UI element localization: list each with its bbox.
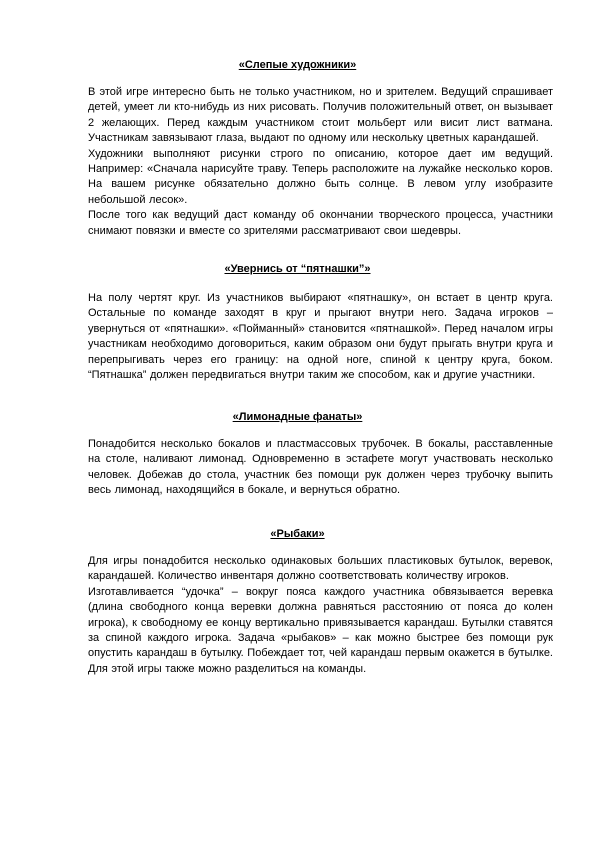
section-title-blind-artists: «Слепые художники» [238, 59, 357, 71]
section-text-dodge-tag: На полу чертят круг. Из участников выбирают «пятнашку», он встает в центр круга. Остальные по команде заходят в круг и прыгают внутри него. Задача игроков – увернуться от «пятнашки». «Пойманный» становится «пятнашкой». Перед началом игры участникам необходимо договориться, каким образом они будут прыгать внутри круга и перепрыгивать через его границу: на одной ноге, спиной к центру круга, боком. “Пятнашка” должен передвигаться внутри таким же способом, как и другие участники. [88, 292, 553, 382]
section-title-lemonade-fans: «Лимонадные фанаты» [232, 411, 363, 423]
section-title-dodge-tag: «Увернись от “пятнашки”» [224, 263, 371, 275]
section-text-fishermen: Для игры понадобится несколько одинаковых больших пластиковых бутылок, веревок, карандашей. Количество инвентаря должно соответствовать количеству игроков. Изготавливается “удочка” – вокруг пояса каждого участника обвязывается веревка (длина свободного конца веревки должна равняться расстоянию от пояса до колен игрока), к свободному ее концу вертикально привязывается карандаш. Бутылки ставятся за спиной каждого игрока. Задача «рыбаков» – как можно быстрее без помощи рук опустить карандаш в бутылку. Побеждает тот, чей карандаш первым окажется в бутылке. Для этой игры также можно разделиться на команды. [88, 555, 553, 675]
section-title-fishermen: «Рыбаки» [270, 528, 325, 540]
section-text-blind-artists: В этой игре интересно быть не только участником, но и зрителем. Ведущий спрашивает детей, умеет ли кто-нибудь из них рисовать. Получив положительный ответ, он вызывает 2 желающих. Перед каждым участником стоит мольберт или висит лист ватмана. Участникам завязывают глаза, выдают по одному или нескольку цветных карандашей. Художники выполняют рисунки строго по описанию, которое дает им ведущий. Например: «Сначала нарисуйте траву. Теперь расположите на лужайке несколько коров. На вашем рисунке обязательно должно быть солнце. В левом углу изобразите небольшой лесок». После того как ведущий даст команду об окончании творческого процесса, участники снимают повязки и вместе со зрителями рассматривают свои шедевры. [88, 86, 553, 237]
section-text-lemonade-fans: Понадобится несколько бокалов и пластмассовых трубочек. В бокалы, расставленные на столе, наливают лимонад. Одновременно в эстафете могут участвовать несколько человек. Добежав до стола, участник без помощи рук должен через трубочку выпить весь лимонад, находящийся в бокале, и вернуться обратно. [88, 438, 553, 497]
